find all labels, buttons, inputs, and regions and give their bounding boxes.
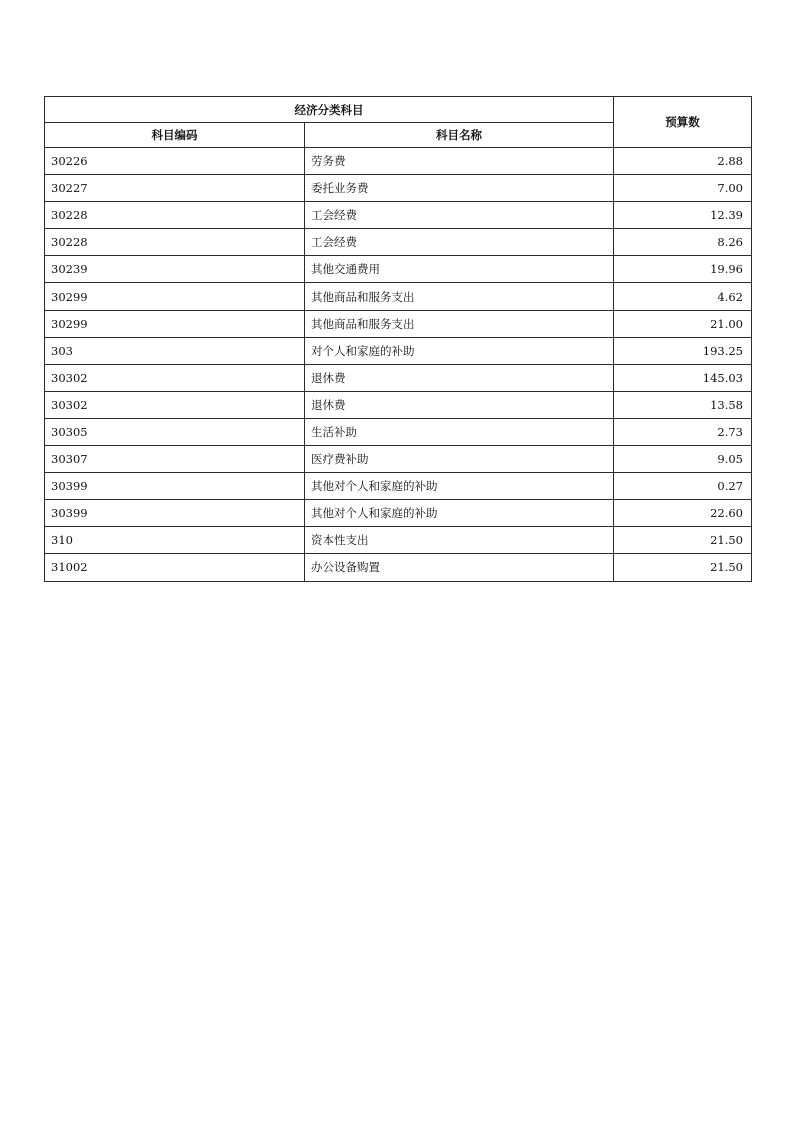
subject-name-cell: 生活补助 [305, 418, 614, 445]
budget-amount-cell: 21.50 [614, 554, 752, 581]
budget-amount-cell: 2.88 [614, 148, 752, 175]
subject-name-cell: 工会经费 [305, 202, 614, 229]
subject-code-cell: 30299 [45, 310, 305, 337]
table-row [45, 310, 752, 337]
table-row [45, 418, 752, 445]
subject-code-cell: 30228 [45, 202, 305, 229]
subject-code-cell: 30299 [45, 283, 305, 310]
budget-amount-cell: 2.73 [614, 418, 752, 445]
budget-amount-cell: 4.62 [614, 283, 752, 310]
budget-amount-cell: 22.60 [614, 500, 752, 527]
subject-code-cell: 30305 [45, 418, 305, 445]
subject-name-cell: 对个人和家庭的补助 [305, 337, 614, 364]
subject-name-cell: 其他商品和服务支出 [305, 310, 614, 337]
subject-name-cell: 退休费 [305, 364, 614, 391]
table-body [45, 148, 752, 582]
budget-amount-cell: 19.96 [614, 256, 752, 283]
budget-amount-cell: 7.00 [614, 175, 752, 202]
subject-name-cell: 其他对个人和家庭的补助 [305, 473, 614, 500]
table-row [45, 148, 752, 175]
budget-amount-cell: 13.58 [614, 391, 752, 418]
table-row [45, 256, 752, 283]
budget-amount-cell: 8.26 [614, 229, 752, 256]
table-row [45, 175, 752, 202]
subject-code-cell: 30302 [45, 364, 305, 391]
subject-code-cell: 31002 [45, 554, 305, 581]
subject-code-cell: 30302 [45, 391, 305, 418]
subject-code-cell: 30228 [45, 229, 305, 256]
table-header [45, 97, 752, 148]
subject-code-cell: 310 [45, 527, 305, 554]
budget-amount-cell: 0.27 [614, 473, 752, 500]
budget-table [44, 96, 752, 582]
header-subject-name: 科目名称 [305, 123, 614, 148]
subject-code-cell: 30399 [45, 473, 305, 500]
subject-code-cell: 30307 [45, 446, 305, 473]
budget-amount-cell: 21.50 [614, 527, 752, 554]
subject-name-cell: 其他对个人和家庭的补助 [305, 500, 614, 527]
table-row [45, 337, 752, 364]
subject-code-cell: 30399 [45, 500, 305, 527]
subject-code-cell: 30226 [45, 148, 305, 175]
header-budget-amount: 预算数 [614, 97, 752, 148]
subject-name-cell: 委托业务费 [305, 175, 614, 202]
table-row [45, 500, 752, 527]
table-row [45, 554, 752, 581]
subject-name-cell: 其他商品和服务支出 [305, 283, 614, 310]
table-row [45, 364, 752, 391]
header-subject-code: 科目编码 [45, 123, 305, 148]
subject-code-cell: 30239 [45, 256, 305, 283]
subject-name-cell: 医疗费补助 [305, 446, 614, 473]
budget-amount-cell: 12.39 [614, 202, 752, 229]
budget-amount-cell: 9.05 [614, 446, 752, 473]
subject-name-cell: 劳务费 [305, 148, 614, 175]
budget-amount-cell: 145.03 [614, 364, 752, 391]
header-economic-category: 经济分类科目 [45, 97, 614, 123]
subject-code-cell: 30227 [45, 175, 305, 202]
subject-code-cell: 303 [45, 337, 305, 364]
subject-name-cell: 其他交通费用 [305, 256, 614, 283]
subject-name-cell: 办公设备购置 [305, 554, 614, 581]
table-row [45, 229, 752, 256]
table-row [45, 283, 752, 310]
table-row [45, 446, 752, 473]
table-row [45, 202, 752, 229]
subject-name-cell: 工会经费 [305, 229, 614, 256]
subject-name-cell: 退休费 [305, 391, 614, 418]
table-row [45, 391, 752, 418]
subject-name-cell: 资本性支出 [305, 527, 614, 554]
budget-amount-cell: 193.25 [614, 337, 752, 364]
table-row [45, 527, 752, 554]
budget-amount-cell: 21.00 [614, 310, 752, 337]
table-row [45, 473, 752, 500]
